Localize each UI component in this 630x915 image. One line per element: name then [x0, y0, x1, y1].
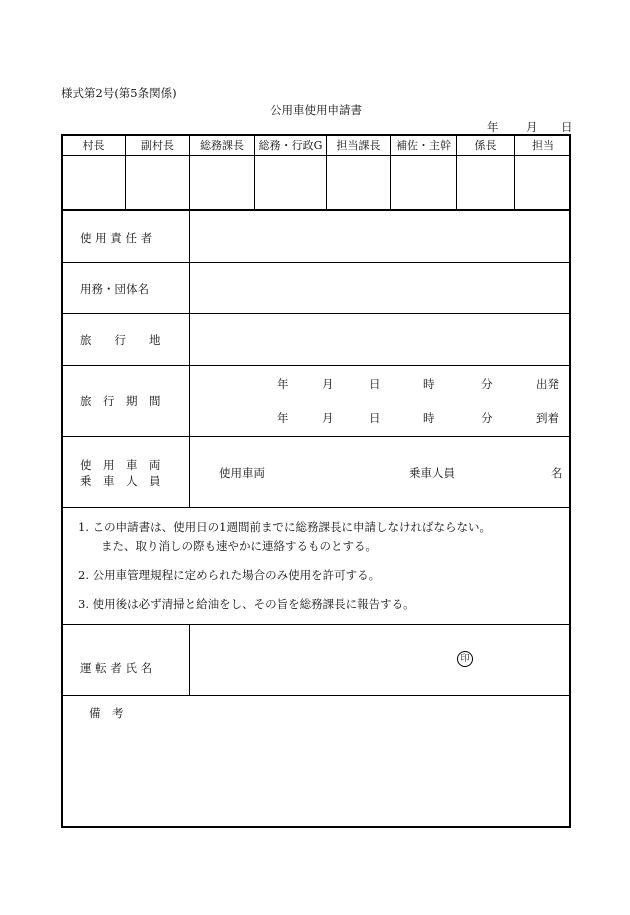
date-year: 年: [487, 120, 499, 134]
destination-field[interactable]: [190, 314, 570, 365]
arrive-year: 年: [277, 411, 289, 425]
row-divider: [61, 695, 571, 696]
depart-year: 年: [277, 377, 289, 391]
arrive-day: 日: [369, 411, 381, 425]
approval-header-general-affairs-chief: 総務課長: [200, 139, 244, 152]
date-month: 月: [526, 120, 538, 134]
vehicle-label-line1: 使 用 車 両: [80, 458, 161, 472]
note-item-3: 3. 使用後は必ず清掃と給油をし、その旨を総務課長に報告する。: [78, 597, 415, 611]
approval-header-general-admin-group: 総務・行政G: [258, 139, 323, 152]
period-label: 旅 行 期 間: [80, 394, 161, 408]
approval-header-deputy-head: 副村長: [141, 139, 174, 152]
approval-header-village-head: 村長: [82, 139, 105, 152]
responsible-person-label: 使 用 責 任 者: [80, 231, 153, 245]
form-number: 様式第2号(第5条関係): [61, 86, 177, 100]
approval-header-assistant: 補佐・主幹: [396, 139, 451, 152]
approval-header-section-chief: 担当課長: [336, 139, 381, 152]
arrive-status: 到着: [536, 411, 559, 425]
form-title: 公用車使用申請書: [270, 103, 362, 117]
depart-minute: 分: [481, 377, 493, 391]
seal-mark-icon: 印: [457, 651, 473, 667]
vehicle-name-label: 使用車両: [219, 466, 265, 480]
passenger-count-unit: 名: [551, 466, 563, 480]
arrive-hour: 時: [423, 411, 435, 425]
purpose-group-label: 用務・団体名: [80, 282, 149, 296]
note-item-1-continued: また、取り消しの際も速やかに連絡するものとする。: [78, 539, 377, 553]
vehicle-label-line2: 乗 車 人 員: [80, 474, 161, 488]
approval-header-subsection-chief: 係長: [474, 139, 497, 152]
date-day: 日: [561, 120, 573, 134]
passenger-count-label: 乗車人員: [409, 466, 455, 480]
destination-label: 旅 行 地: [80, 333, 161, 347]
arrive-minute: 分: [481, 411, 493, 425]
driver-name-field[interactable]: [190, 625, 570, 695]
depart-hour: 時: [423, 377, 435, 391]
row-divider: [61, 507, 571, 508]
note-item-2: 2. 公用車管理規程に定められた場合のみ使用を許可する。: [78, 568, 381, 582]
arrive-month: 月: [322, 411, 334, 425]
responsible-person-field[interactable]: [190, 211, 570, 262]
driver-name-label: 運 転 者 氏 名: [80, 661, 153, 675]
remarks-label: 備 考: [89, 706, 124, 720]
approval-header-staff: 担当: [532, 139, 554, 152]
note-item-1: 1. この申請書は、使用日の1週間前までに総務課長に申請しなければならない。: [78, 520, 491, 534]
depart-status: 出発: [536, 377, 559, 391]
header-divider: [61, 155, 571, 156]
purpose-group-field[interactable]: [190, 263, 570, 313]
depart-month: 月: [322, 377, 334, 391]
remarks-field[interactable]: [62, 722, 570, 826]
depart-day: 日: [369, 377, 381, 391]
